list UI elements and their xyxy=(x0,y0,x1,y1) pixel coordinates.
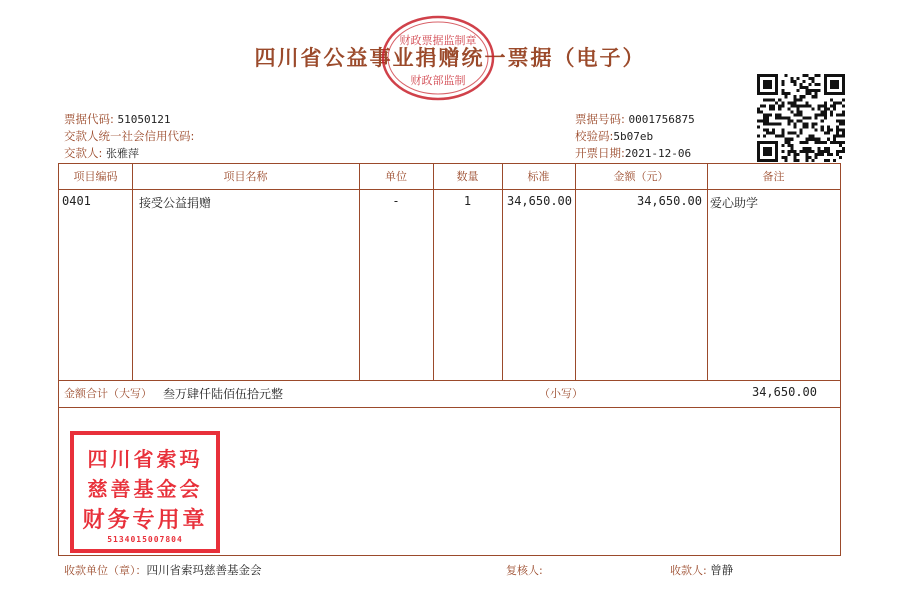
row-standard: 34,650.00 xyxy=(506,194,572,208)
stamp-bottom-text: 财政部监制 xyxy=(410,74,466,87)
code-value: 51050121 xyxy=(117,113,171,126)
col-header-name: 项目名称 xyxy=(223,170,268,183)
date-label: 开票日期: xyxy=(575,146,625,160)
small-label: （小写） xyxy=(539,387,583,400)
col-divider xyxy=(132,164,133,381)
seal-line2: 慈善基金会 xyxy=(87,477,203,501)
cashier-value: 曾静 xyxy=(710,563,734,577)
col-header-standard: 标准 xyxy=(527,170,550,183)
date-value: 2021-12-06 xyxy=(624,147,692,160)
credit-label: 交款人统一社会信用代码: xyxy=(64,129,195,143)
check-label: 校验码: xyxy=(575,129,614,143)
total-lower: 34,650.00 xyxy=(751,385,817,399)
col-header-code: 项目编码 xyxy=(73,170,118,183)
code-label: 票据代码: xyxy=(64,112,114,126)
col-divider xyxy=(707,164,708,381)
row-code: 0401 xyxy=(62,194,91,208)
row-name: 接受公益捐赠 xyxy=(139,196,212,210)
number-value: 0001756875 xyxy=(628,113,695,126)
cashier-label: 收款人: xyxy=(670,564,707,577)
finance-seal xyxy=(70,431,220,553)
receiver-label: 收款单位（章）： xyxy=(64,564,147,577)
seal-line1: 四川省索玛 xyxy=(87,447,203,471)
footer-reviewer xyxy=(506,562,543,578)
row-qty: 1 xyxy=(463,194,472,208)
total-divider-bottom xyxy=(59,407,840,408)
row-unit: - xyxy=(392,194,400,208)
col-header-unit: 单位 xyxy=(385,170,407,183)
seal-serial: 5134015007804 xyxy=(107,535,183,544)
header-right xyxy=(575,111,695,162)
row-note: 爱心助学 xyxy=(710,196,759,210)
page-title: 四川省公益事业捐赠统一票据（电子） xyxy=(254,45,646,70)
header-left xyxy=(64,111,194,162)
total-upper: 叁万肆仟陆佰伍拾元整 xyxy=(163,387,284,401)
total-label: 金额合计（大写） xyxy=(64,387,152,400)
check-value: 5b07eb xyxy=(613,130,654,143)
number-label: 票据号码: xyxy=(575,112,625,126)
payer-label: 交款人: xyxy=(64,146,103,160)
footer-receiver xyxy=(64,562,262,578)
header-divider xyxy=(59,189,840,190)
payer-value: 张雅萍 xyxy=(106,147,140,160)
total-divider-top xyxy=(59,380,840,381)
reviewer-label: 复核人: xyxy=(506,564,543,577)
row-amount: 34,650.00 xyxy=(636,194,702,208)
col-header-note: 备注 xyxy=(762,170,785,183)
receiver-value: 四川省索玛慈善基金会 xyxy=(146,563,262,577)
footer-cashier xyxy=(670,562,733,578)
stamp-top-text: 财政票据监制章 xyxy=(399,34,477,47)
seal-line3: 财务专用章 xyxy=(82,507,208,533)
qr-code-icon xyxy=(757,74,845,162)
col-header-amount: 金额（元） xyxy=(613,170,669,183)
col-header-qty: 数量 xyxy=(456,170,479,183)
supervision-stamp xyxy=(380,14,496,102)
